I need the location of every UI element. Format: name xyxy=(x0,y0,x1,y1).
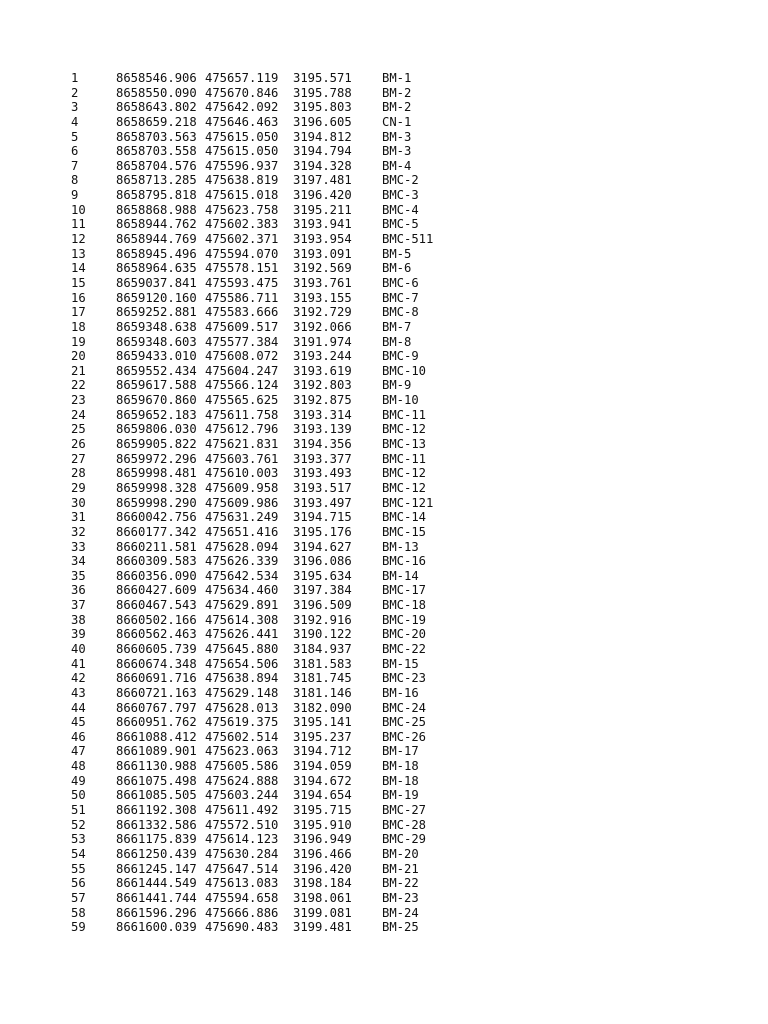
point-number: 10 xyxy=(71,202,86,217)
point-code: BMC-12 xyxy=(382,422,427,437)
easting-value: 475619.375 xyxy=(205,715,279,730)
easting-value: 475602.383 xyxy=(205,217,279,232)
point-code: BMC-22 xyxy=(382,641,427,656)
point-number: 18 xyxy=(71,319,86,334)
easting-value: 475690.483 xyxy=(205,920,279,935)
elevation-value: 3196.086 xyxy=(293,554,352,569)
elevation-value: 3193.954 xyxy=(293,232,352,247)
easting-value: 475611.758 xyxy=(205,407,279,422)
point-number: 40 xyxy=(71,641,86,656)
easting-value: 475642.092 xyxy=(205,100,279,115)
point-number: 48 xyxy=(71,759,86,774)
elevation-value: 3193.619 xyxy=(293,363,352,378)
easting-value: 475565.625 xyxy=(205,393,279,408)
point-code: BMC-2 xyxy=(382,173,419,188)
point-code: BMC-7 xyxy=(382,290,419,305)
northing-value: 8661075.498 xyxy=(116,773,197,788)
northing-value: 8658713.285 xyxy=(116,173,197,188)
northing-value: 8658643.802 xyxy=(116,100,197,115)
elevation-value: 3181.583 xyxy=(293,656,352,671)
elevation-value: 3194.654 xyxy=(293,788,352,803)
point-number: 22 xyxy=(71,378,86,393)
elevation-value: 3195.910 xyxy=(293,817,352,832)
easting-value: 475609.517 xyxy=(205,319,279,334)
elevation-value: 3196.949 xyxy=(293,832,352,847)
easting-value: 475666.886 xyxy=(205,905,279,920)
elevation-value: 3181.146 xyxy=(293,685,352,700)
point-number: 35 xyxy=(71,568,86,583)
easting-value: 475657.119 xyxy=(205,71,279,85)
point-number: 28 xyxy=(71,466,86,481)
elevation-value: 3196.420 xyxy=(293,861,352,876)
elevation-value: 3195.788 xyxy=(293,85,352,100)
northing-value: 8659037.841 xyxy=(116,275,197,290)
northing-value: 8661175.839 xyxy=(116,832,197,847)
point-number: 46 xyxy=(71,729,86,744)
point-number: 20 xyxy=(71,349,86,364)
easting-value: 475628.094 xyxy=(205,539,279,554)
easting-value: 475594.658 xyxy=(205,890,279,905)
northing-value: 8659998.328 xyxy=(116,480,197,495)
easting-value: 475629.148 xyxy=(205,685,279,700)
northing-value: 8660309.583 xyxy=(116,554,197,569)
point-code: BM-18 xyxy=(382,759,419,774)
easting-value: 475651.416 xyxy=(205,524,279,539)
easting-value: 475614.308 xyxy=(205,612,279,627)
point-number: 58 xyxy=(71,905,86,920)
point-code: BMC-16 xyxy=(382,554,427,569)
point-number: 6 xyxy=(71,144,79,159)
point-number: 17 xyxy=(71,305,86,320)
easting-value: 475654.506 xyxy=(205,656,279,671)
point-code: BM-20 xyxy=(382,846,419,861)
point-number: 52 xyxy=(71,817,86,832)
northing-value: 8660691.716 xyxy=(116,671,197,686)
easting-value: 475611.492 xyxy=(205,803,279,818)
easting-value: 475621.831 xyxy=(205,437,279,452)
point-number: 12 xyxy=(71,232,86,247)
elevation-value: 3193.244 xyxy=(293,349,352,364)
elevation-value: 3184.937 xyxy=(293,641,352,656)
northing-value: 8660427.609 xyxy=(116,583,197,598)
point-code: BMC-28 xyxy=(382,817,427,832)
northing-value: 8658945.496 xyxy=(116,246,197,261)
northing-value: 8659652.183 xyxy=(116,407,197,422)
point-number: 42 xyxy=(71,671,86,686)
easting-value: 475603.761 xyxy=(205,451,279,466)
easting-value: 475610.003 xyxy=(205,466,279,481)
easting-value: 475628.013 xyxy=(205,700,279,715)
northing-value: 8659120.160 xyxy=(116,290,197,305)
easting-value: 475586.711 xyxy=(205,290,279,305)
northing-value: 8661250.439 xyxy=(116,846,197,861)
elevation-value: 3198.184 xyxy=(293,876,352,891)
easting-value: 475604.247 xyxy=(205,363,279,378)
easting-value: 475615.050 xyxy=(205,129,279,144)
northing-value: 8661130.988 xyxy=(116,759,197,774)
elevation-value: 3195.237 xyxy=(293,729,352,744)
northing-value: 8661192.308 xyxy=(116,803,197,818)
elevation-value: 3181.745 xyxy=(293,671,352,686)
northing-value: 8659433.010 xyxy=(116,349,197,364)
northing-value: 8660605.739 xyxy=(116,641,197,656)
point-code: BM-7 xyxy=(382,319,412,334)
point-number: 47 xyxy=(71,744,86,759)
elevation-value: 3193.091 xyxy=(293,246,352,261)
easting-value: 475614.123 xyxy=(205,832,279,847)
easting-value: 475578.151 xyxy=(205,261,279,276)
point-number: 2 xyxy=(71,85,79,100)
easting-value: 475577.384 xyxy=(205,334,279,349)
point-number: 30 xyxy=(71,495,86,510)
elevation-value: 3190.122 xyxy=(293,627,352,642)
point-number: 56 xyxy=(71,876,86,891)
northing-value: 8661600.039 xyxy=(116,920,197,935)
easting-value: 475623.063 xyxy=(205,744,279,759)
easting-value: 475609.986 xyxy=(205,495,279,510)
elevation-value: 3191.974 xyxy=(293,334,352,349)
point-number: 19 xyxy=(71,334,86,349)
point-code: BM-25 xyxy=(382,920,419,935)
point-code: BM-18 xyxy=(382,773,419,788)
easting-value: 475572.510 xyxy=(205,817,279,832)
northing-value: 8659348.638 xyxy=(116,319,197,334)
easting-value: 475629.891 xyxy=(205,598,279,613)
easting-value: 475615.018 xyxy=(205,188,279,203)
northing-value: 8661245.147 xyxy=(116,861,197,876)
point-number: 25 xyxy=(71,422,86,437)
elevation-value: 3196.509 xyxy=(293,598,352,613)
northing-value: 8660356.090 xyxy=(116,568,197,583)
easting-value: 475626.339 xyxy=(205,554,279,569)
point-code: BM-8 xyxy=(382,334,412,349)
easting-value: 475646.463 xyxy=(205,114,279,129)
elevation-value: 3192.066 xyxy=(293,319,352,334)
northing-value: 8659552.434 xyxy=(116,363,197,378)
elevation-value: 3194.356 xyxy=(293,437,352,452)
easting-value: 475612.796 xyxy=(205,422,279,437)
point-code: BM-10 xyxy=(382,393,419,408)
point-number: 51 xyxy=(71,803,86,818)
point-number: 21 xyxy=(71,363,86,378)
point-code: BM-2 xyxy=(382,100,412,115)
point-code: BM-24 xyxy=(382,905,419,920)
northing-value: 8658944.769 xyxy=(116,232,197,247)
point-code: BMC-14 xyxy=(382,510,427,525)
point-code: BM-5 xyxy=(382,246,412,261)
point-number: 33 xyxy=(71,539,86,554)
elevation-value: 3196.605 xyxy=(293,114,352,129)
point-code: BMC-10 xyxy=(382,363,427,378)
easting-value: 475603.244 xyxy=(205,788,279,803)
easting-value: 475642.534 xyxy=(205,568,279,583)
northing-value: 8659998.481 xyxy=(116,466,197,481)
point-number: 41 xyxy=(71,656,86,671)
point-code: BMC-511 xyxy=(382,232,434,247)
elevation-value: 3193.314 xyxy=(293,407,352,422)
elevation-value: 3196.466 xyxy=(293,846,352,861)
point-code: BMC-25 xyxy=(382,715,427,730)
point-number: 24 xyxy=(71,407,86,422)
northing-value: 8660767.797 xyxy=(116,700,197,715)
point-code: BM-17 xyxy=(382,744,419,759)
point-code: BMC-9 xyxy=(382,349,419,364)
point-code: BMC-4 xyxy=(382,202,419,217)
point-number: 23 xyxy=(71,393,86,408)
elevation-value: 3198.061 xyxy=(293,890,352,905)
point-code: BM-9 xyxy=(382,378,412,393)
elevation-value: 3199.081 xyxy=(293,905,352,920)
northing-value: 8661089.901 xyxy=(116,744,197,759)
point-code: BMC-23 xyxy=(382,671,427,686)
elevation-value: 3193.139 xyxy=(293,422,352,437)
northing-value: 8660674.348 xyxy=(116,656,197,671)
northing-value: 8659972.296 xyxy=(116,451,197,466)
point-code: BM-2 xyxy=(382,85,412,100)
elevation-value: 3195.176 xyxy=(293,524,352,539)
point-code: BMC-8 xyxy=(382,305,419,320)
point-code: BM-23 xyxy=(382,890,419,905)
point-number: 5 xyxy=(71,129,79,144)
elevation-value: 3195.571 xyxy=(293,71,352,85)
point-number: 54 xyxy=(71,846,86,861)
elevation-value: 3192.803 xyxy=(293,378,352,393)
elevation-value: 3194.712 xyxy=(293,744,352,759)
easting-value: 475631.249 xyxy=(205,510,279,525)
point-code: BM-21 xyxy=(382,861,419,876)
easting-value: 475566.124 xyxy=(205,378,279,393)
northing-value: 8661444.549 xyxy=(116,876,197,891)
northing-value: 8658703.558 xyxy=(116,144,197,159)
point-code: BMC-29 xyxy=(382,832,427,847)
easting-value: 475609.958 xyxy=(205,480,279,495)
easting-value: 475670.846 xyxy=(205,85,279,100)
point-number: 55 xyxy=(71,861,86,876)
easting-value: 475602.371 xyxy=(205,232,279,247)
point-code: BMC-19 xyxy=(382,612,427,627)
point-number: 1 xyxy=(71,71,79,85)
point-code: BMC-11 xyxy=(382,451,427,466)
elevation-value: 3194.812 xyxy=(293,129,352,144)
point-code: BM-13 xyxy=(382,539,419,554)
easting-value: 475623.758 xyxy=(205,202,279,217)
elevation-value: 3194.794 xyxy=(293,144,352,159)
elevation-value: 3194.715 xyxy=(293,510,352,525)
point-code: BM-6 xyxy=(382,261,412,276)
elevation-value: 3182.090 xyxy=(293,700,352,715)
northing-value: 8659905.822 xyxy=(116,437,197,452)
elevation-value: 3195.141 xyxy=(293,715,352,730)
point-code: BM-16 xyxy=(382,685,419,700)
point-code: BMC-13 xyxy=(382,437,427,452)
elevation-value: 3194.672 xyxy=(293,773,352,788)
northing-value: 8661085.505 xyxy=(116,788,197,803)
easting-value: 475626.441 xyxy=(205,627,279,642)
point-code: BMC-121 xyxy=(382,495,434,510)
easting-value: 475613.083 xyxy=(205,876,279,891)
northing-value: 8658550.090 xyxy=(116,85,197,100)
elevation-value: 3193.377 xyxy=(293,451,352,466)
point-number: 27 xyxy=(71,451,86,466)
point-number: 14 xyxy=(71,261,86,276)
point-number: 38 xyxy=(71,612,86,627)
point-number: 53 xyxy=(71,832,86,847)
northing-value: 8658944.762 xyxy=(116,217,197,232)
easting-value: 475615.050 xyxy=(205,144,279,159)
elevation-value: 3199.481 xyxy=(293,920,352,935)
point-number: 31 xyxy=(71,510,86,525)
northing-value: 8661332.586 xyxy=(116,817,197,832)
northing-value: 8661088.412 xyxy=(116,729,197,744)
easting-value: 475624.888 xyxy=(205,773,279,788)
northing-value: 8661441.744 xyxy=(116,890,197,905)
point-number: 16 xyxy=(71,290,86,305)
point-number: 44 xyxy=(71,700,86,715)
northing-value: 8659348.603 xyxy=(116,334,197,349)
northing-value: 8658795.818 xyxy=(116,188,197,203)
point-code: BM-3 xyxy=(382,129,412,144)
point-code: BM-14 xyxy=(382,568,419,583)
point-code: BM-3 xyxy=(382,144,412,159)
point-code: BM-1 xyxy=(382,71,412,85)
northing-value: 8660562.463 xyxy=(116,627,197,642)
northing-value: 8659998.290 xyxy=(116,495,197,510)
elevation-value: 3195.715 xyxy=(293,803,352,818)
elevation-value: 3193.497 xyxy=(293,495,352,510)
northing-value: 8660502.166 xyxy=(116,612,197,627)
point-code: BMC-6 xyxy=(382,275,419,290)
easting-value: 475594.070 xyxy=(205,246,279,261)
point-number: 15 xyxy=(71,275,86,290)
point-code: BMC-11 xyxy=(382,407,427,422)
elevation-value: 3193.941 xyxy=(293,217,352,232)
elevation-value: 3194.627 xyxy=(293,539,352,554)
elevation-value: 3197.384 xyxy=(293,583,352,598)
easting-value: 475647.514 xyxy=(205,861,279,876)
northing-value: 8659670.860 xyxy=(116,393,197,408)
elevation-value: 3195.211 xyxy=(293,202,352,217)
point-number: 36 xyxy=(71,583,86,598)
northing-value: 8660177.342 xyxy=(116,524,197,539)
point-number: 9 xyxy=(71,188,79,203)
point-code: BMC-5 xyxy=(382,217,419,232)
easting-value: 475634.460 xyxy=(205,583,279,598)
elevation-value: 3194.328 xyxy=(293,158,352,173)
point-code: BM-4 xyxy=(382,158,412,173)
elevation-value: 3193.761 xyxy=(293,275,352,290)
elevation-value: 3196.420 xyxy=(293,188,352,203)
point-number: 4 xyxy=(71,114,79,129)
point-code: BMC-18 xyxy=(382,598,427,613)
point-number: 43 xyxy=(71,685,86,700)
northing-value: 8660951.762 xyxy=(116,715,197,730)
easting-value: 475638.819 xyxy=(205,173,279,188)
point-number: 45 xyxy=(71,715,86,730)
point-number: 26 xyxy=(71,437,86,452)
northing-value: 8658964.635 xyxy=(116,261,197,276)
elevation-value: 3195.803 xyxy=(293,100,352,115)
northing-value: 8658546.906 xyxy=(116,71,197,85)
northing-value: 8658659.218 xyxy=(116,114,197,129)
point-number: 50 xyxy=(71,788,86,803)
point-number: 3 xyxy=(71,100,79,115)
elevation-value: 3192.729 xyxy=(293,305,352,320)
easting-value: 475583.666 xyxy=(205,305,279,320)
elevation-value: 3193.493 xyxy=(293,466,352,481)
point-code: BMC-20 xyxy=(382,627,427,642)
point-number: 32 xyxy=(71,524,86,539)
point-code: BMC-24 xyxy=(382,700,427,715)
elevation-value: 3192.569 xyxy=(293,261,352,276)
point-code: BMC-12 xyxy=(382,466,427,481)
northing-value: 8658868.988 xyxy=(116,202,197,217)
point-number: 11 xyxy=(71,217,86,232)
northing-value: 8661596.296 xyxy=(116,905,197,920)
point-code: BMC-15 xyxy=(382,524,427,539)
point-code: BM-15 xyxy=(382,656,419,671)
point-number: 37 xyxy=(71,598,86,613)
point-number: 39 xyxy=(71,627,86,642)
point-number: 59 xyxy=(71,920,86,935)
northing-value: 8660721.163 xyxy=(116,685,197,700)
point-number: 7 xyxy=(71,158,79,173)
northing-value: 8660467.543 xyxy=(116,598,197,613)
point-code: BM-22 xyxy=(382,876,419,891)
point-code: BMC-3 xyxy=(382,188,419,203)
easting-value: 475605.586 xyxy=(205,759,279,774)
point-number: 13 xyxy=(71,246,86,261)
elevation-value: 3195.634 xyxy=(293,568,352,583)
easting-value: 475596.937 xyxy=(205,158,279,173)
point-code: BM-19 xyxy=(382,788,419,803)
elevation-value: 3197.481 xyxy=(293,173,352,188)
easting-value: 475602.514 xyxy=(205,729,279,744)
point-code: BMC-27 xyxy=(382,803,427,818)
easting-value: 475630.284 xyxy=(205,846,279,861)
point-number: 8 xyxy=(71,173,79,188)
elevation-value: 3193.155 xyxy=(293,290,352,305)
northing-value: 8659806.030 xyxy=(116,422,197,437)
northing-value: 8658703.563 xyxy=(116,129,197,144)
northing-value: 8660211.581 xyxy=(116,539,197,554)
point-code: BMC-26 xyxy=(382,729,427,744)
elevation-value: 3194.059 xyxy=(293,759,352,774)
point-number: 34 xyxy=(71,554,86,569)
northing-value: 8659617.588 xyxy=(116,378,197,393)
point-code: BMC-12 xyxy=(382,480,427,495)
elevation-value: 3192.916 xyxy=(293,612,352,627)
northing-value: 8660042.756 xyxy=(116,510,197,525)
easting-value: 475638.894 xyxy=(205,671,279,686)
easting-value: 475593.475 xyxy=(205,275,279,290)
northing-value: 8659252.881 xyxy=(116,305,197,320)
point-number: 57 xyxy=(71,890,86,905)
elevation-value: 3193.517 xyxy=(293,480,352,495)
point-number: 49 xyxy=(71,773,86,788)
point-code: BMC-17 xyxy=(382,583,427,598)
elevation-value: 3192.875 xyxy=(293,393,352,408)
easting-value: 475608.072 xyxy=(205,349,279,364)
northing-value: 8658704.576 xyxy=(116,158,197,173)
point-number: 29 xyxy=(71,480,86,495)
easting-value: 475645.880 xyxy=(205,641,279,656)
point-code: CN-1 xyxy=(382,114,412,129)
